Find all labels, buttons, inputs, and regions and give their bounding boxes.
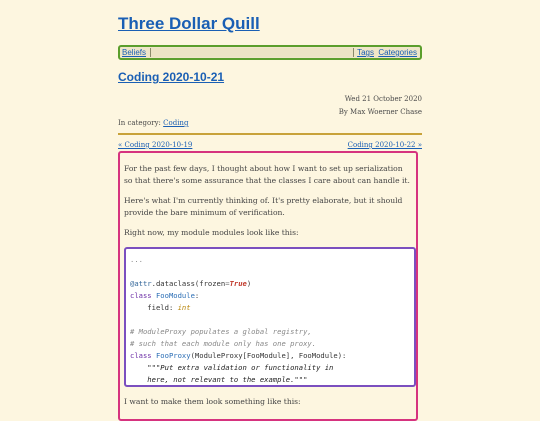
- code-line: [130, 302, 414, 314]
- code-comment: # ModuleProxy populates a global registry,: [130, 327, 312, 336]
- site-title-link[interactable]: Three Dollar Quill: [118, 14, 260, 33]
- code-text: field:: [130, 303, 178, 312]
- code-line: [130, 326, 414, 338]
- nav-categories-link[interactable]: Categories: [378, 48, 417, 57]
- prev-post-link[interactable]: « Coding 2020-10-19: [118, 141, 193, 149]
- nav-beliefs-link[interactable]: Beliefs: [122, 48, 147, 57]
- post-title-link[interactable]: Coding 2020-10-21: [118, 70, 225, 84]
- code-text: (ModuleProxy[FooModule], FooModule):: [190, 351, 347, 360]
- category-link[interactable]: Coding: [163, 119, 189, 127]
- post-date: Wed 21 October 2020: [344, 95, 422, 103]
- code-docstring: """Put extra validation or functionality in: [130, 363, 334, 372]
- nav-bar: [118, 45, 422, 60]
- code-class-name: FooProxy: [155, 351, 191, 360]
- code-line: [130, 314, 414, 326]
- code-keyword: class: [130, 351, 152, 360]
- article-body: [118, 151, 418, 421]
- category-prefix: In category:: [118, 119, 164, 127]
- code-ellipsis: ...: [130, 255, 143, 264]
- code-text: ): [246, 279, 252, 288]
- paragraph: For the past few days, I thought about how I want to set up serialization so that there's some assurance that the classes I care about can handle it.: [124, 164, 410, 185]
- post-category: [118, 119, 188, 127]
- divider-rule: [118, 133, 422, 135]
- code-line: [130, 290, 414, 302]
- code-block: [124, 247, 416, 387]
- code-line: [130, 254, 414, 266]
- code-operator: =: [225, 279, 230, 288]
- code-line: [130, 338, 414, 350]
- code-keyword: class: [130, 291, 152, 300]
- nav-tags-link[interactable]: Tags: [357, 48, 374, 57]
- code-decorator: @attr: [130, 279, 152, 288]
- nav-spacer: [150, 48, 354, 57]
- code-comment: # such that each module only has one proxy.: [130, 339, 317, 348]
- code-docstring: here, not relevant to the example.""": [130, 375, 308, 384]
- code-line: [130, 362, 414, 374]
- paragraph: Here's what I'm currently thinking of. It's pretty elaborate, but it should provide the bare minimum of verification.: [124, 196, 403, 217]
- code-constant: True: [229, 279, 247, 288]
- paragraph: Right now, my module modules look like this:: [124, 228, 299, 237]
- code-line: [130, 350, 414, 362]
- code-class-name: FooModule: [155, 291, 195, 300]
- code-type: int: [177, 303, 191, 312]
- code-line: [130, 278, 414, 290]
- code-line: [130, 266, 414, 278]
- code-line: [130, 374, 414, 386]
- next-post-link[interactable]: Coding 2020-10-22 »: [347, 141, 422, 149]
- post-author: By Max Woerner Chase: [338, 108, 422, 116]
- code-text: :: [194, 291, 200, 300]
- code-text: .dataclass(frozen: [151, 279, 226, 288]
- paragraph: I want to make them look something like this:: [124, 397, 301, 406]
